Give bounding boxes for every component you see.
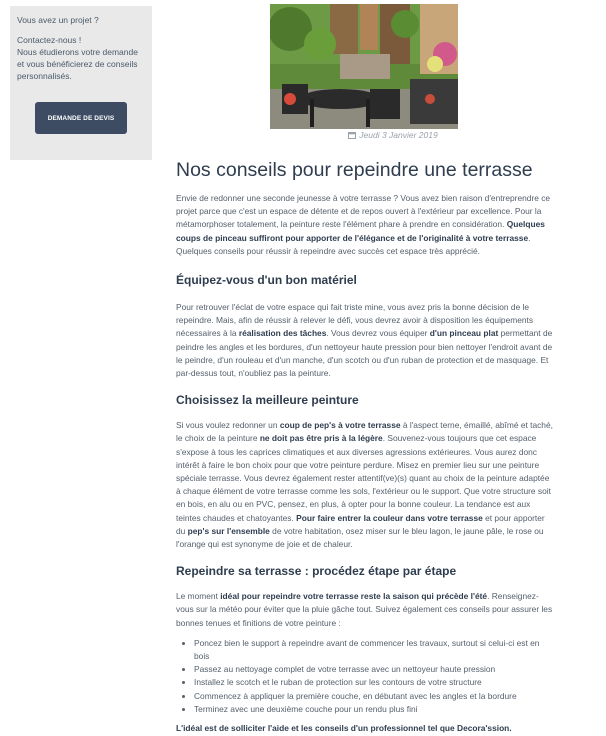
sidebar-contact: Contactez-nous ! [17, 35, 82, 45]
list-item: • Poncez bien le support à repeindre avant de commencer les travaux, surtout si celui-ci est en bois [194, 637, 554, 663]
section-title-paint: Choisissez la meilleure peinture [176, 393, 359, 408]
section-title-steps: Repeindre sa terrasse : procédez étape par étape [176, 564, 457, 579]
sidebar-text: Nous étudierons votre demande et vous bénéficierez de conseils personnalisés. [17, 47, 138, 81]
steps-list [176, 637, 554, 716]
paint-paragraph: Si vous voulez redonner un coup de pep's à votre terrasse à l'aspect terne, émaillé, abîmé et taché, le choix de la peinture ne doit pas être pris à la légère. Souvenez-vous toujours que cet espace s'expose à tous les caprices climatiques et aux diverses agressions extérieures. Vous aurez donc intérêt à faire le bon choix pour que votre peinture perdure. Misez en premier lieu sur une peinture spéciale terrasse. Vous devrez également rester attentif(ve)(s) quant au choix de la peinture adaptée à chaque élément de votre terrasse comme les sols, l'extérieur ou le support. Que votre structure soit en bois, en alu ou en PVC, pensez, en plus, à opter pour la bonne couleur. La tendance est aux teintes chaudes et chatoyantes. Pour faire entrer la couleur dans votre terrasse et pour apporter du pep's sur l'ensemble de votre habitation, osez miser sur le bleu lagon, le jaune pâle, le rose ou l'orange qui est synonyme de joie et de chaleur. [176, 420, 553, 550]
section-title-equipment: Équipez-vous d'un bon matériel [176, 273, 357, 288]
calendar-icon [348, 131, 356, 141]
intro-paragraph: Envie de redonner une seconde jeunesse à votre terrasse ? Vous avez bien raison d'entreprendre ce projet parce que c'est un espace de détente et de repos ouvert à l'extérieur par excellence. Pour la métamorphoser totalement, la peinture reste l'élément phare à prendre en considération. Quelques coups de pinceau suffiront pour apporter de l'élégance et de l'originalité à votre terrasse. Quelques conseils pour réussir à repeindre avec succès cet espace très apprécié. [176, 193, 551, 256]
list-item: • Installez le scotch et le ruban de protection sur les contours de votre structure [194, 676, 554, 689]
steps-paragraph: Le moment idéal pour repeindre votre terrasse reste la saison qui précède l'été. Renseignez-vous sur la météo pour éviter que la pluie gâche tout. Suivez également ces conseils pour assurer les bonnes tenues et finitions de votre peinture : [176, 591, 553, 628]
post-date [0, 130, 606, 141]
page-title: Nos conseils pour repeindre une terrasse [176, 159, 533, 181]
list-item: • Commencez à appliquer la première couche, en débutant avec les angles et la bordure [194, 690, 554, 703]
quote-request-button[interactable]: DEMANDE DE DEVIS [35, 102, 127, 134]
sidebar-question: Vous avez un projet ? [17, 15, 99, 25]
closing-paragraph: L'idéal est de solliciter l'aide et les conseils d'un professionnel tel que Decora'ssion. [176, 723, 512, 734]
list-item: • Passez au nettoyage complet de votre terrasse avec un nettoyeur haute pression [194, 663, 554, 676]
post-date-text: Jeudi 3 Janvier 2019 [359, 130, 438, 140]
list-item: • Terminez avec une deuxième couche pour un rendu plus fini [194, 703, 554, 716]
article [176, 158, 554, 735]
equipment-paragraph: Pour retrouver l'éclat de votre espace qui fait triste mine, vous avez pris la bonne décision de le repeindre. Mais, afin de réussir à relever le défi, vous devrez avoir à disposition les équipements nécessaires à la réalisation des tâches. Vous devrez vous équiper d'un pinceau plat permettant de peindre les angles et les bordures, d'un nettoyeur haute pression pour bien nettoyer l'endroit avant de le peindre, d'un rouleau et d'un manche, d'un scotch ou d'un ruban de protection et de masquage. Et par-dessus tout, n'oubliez pas la peinture. [176, 302, 553, 379]
terrace-garden-photo [270, 4, 458, 129]
hero-image [270, 4, 458, 129]
